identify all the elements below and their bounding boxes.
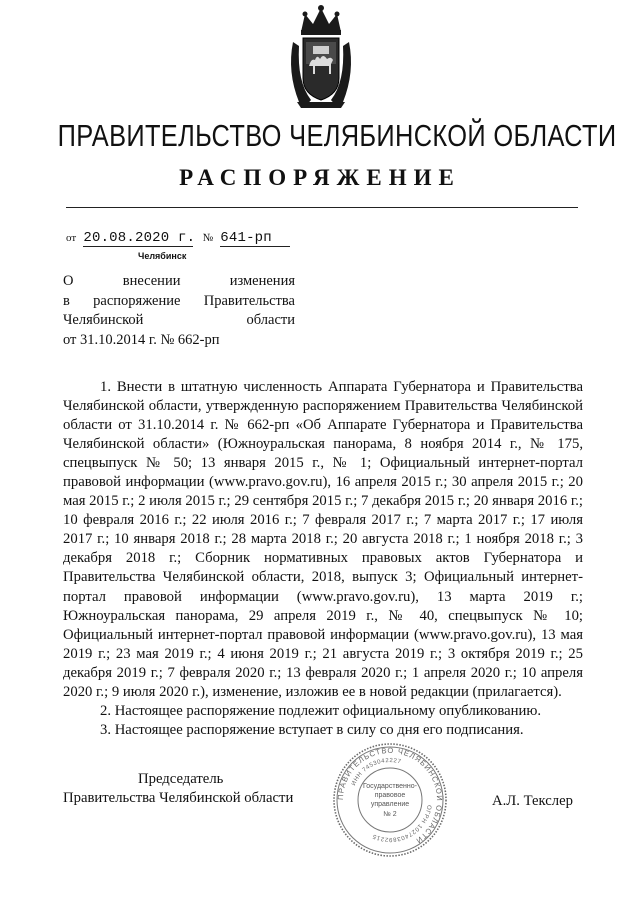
registration-line: [66, 230, 290, 247]
paragraph-1: 1. Внести в штатную численность Аппарата Губернатора и Правительства Челябинской области, утвержденную распоряжением Правительства Челябинской области от 31.10.2014 г. № 662-рп «Об Аппарате Губернатора и Правительства Челябинской области» (Южноуральская панорама, 8 ноября 2014 г., № 175, спецвыпуск № 50; 13 января 2015 г., № 1; Официальный интернет-портал правовой информации (www.pravo.gov.ru), 16 апреля 2015 г.; 30 апреля 2015 г.; 20 мая 2015 г.; 2 июля 2015 г.; 29 сентября 2015 г.; 7 декабря 2015 г.; 20 января 2016 г.; 10 февраля 2016 г.; 22 июля 2016 г.; 7 февраля 2017 г.; 7 марта 2017 г.; 17 июля 2017 г.; 10 января 2018 г.; 28 марта 2018 г.; 20 августа 2018 г.; 1 ноября 2018 г.; 3 декабря 2018 г.; Сборник нормативных правовых актов Губернатора и Правительства Челябинской области, 2018, выпуск 3; Официальный интернет-портал правовой информации (www.pravo.gov.ru), 13 марта 2019 г.; Южноуральская панорама, 29 апреля 2019 г., № 40, спецвыпуск № 10; Официальный интернет-портал правовой информации (www.pravo.gov.ru), 13 мая 2019 г.; 23 мая 2019 г.; 4 июня 2019 г.; 21 августа 2019 г.; 3 октября 2019 г.; 25 декабря 2019 г.; 7 февраля 2020 г.; 13 февраля 2020 г.; 1 апреля 2020 г.; 10 апреля 2020 г.; 9 июля 2020 г.), изменение, изложив ее в новой редакции (прилагается).: [63, 379, 583, 700]
signatory-name: А.Л. Текслер: [492, 793, 573, 809]
signatory-position: [63, 770, 293, 808]
government-title: ПРАВИТЕЛЬСТВО ЧЕЛЯБИНСКОЙ ОБЛАСТИ: [57, 118, 617, 153]
subject-line: от 31.10.2014 г. № 662-рп: [63, 331, 220, 348]
stamp-inn-text: ИНН 7453042227: [350, 757, 402, 787]
title-divider: [66, 207, 578, 208]
stamp-inner-line: № 2: [383, 811, 397, 818]
paragraph-2: 2. Настоящее распоряжение подлежит официальному опубликованию.: [100, 702, 542, 719]
stamp-ring-text: ПРАВИТЕЛЬСТВО ЧЕЛЯБИНСКОЙ ОБЛАСТИ: [335, 745, 445, 846]
document-type: РАСПОРЯЖЕНИЕ: [179, 165, 461, 190]
number-label: №: [202, 232, 214, 244]
date-label: от: [66, 232, 77, 244]
paragraph-3: 3. Настоящее распоряжение вступает в силу со дня его подписания.: [100, 721, 524, 738]
stamp-ogrn-text: ОГРН 1027403892215: [371, 804, 432, 843]
subject-line: О внесении изменения: [63, 273, 295, 289]
stamp-inner-line: Государственно-: [362, 783, 418, 790]
document-date: 20.08.2020 г.: [83, 230, 196, 246]
position-line-2: Правительства Челябинской области: [63, 790, 294, 806]
official-stamp: [330, 742, 450, 858]
city-label: Челябинск: [138, 251, 187, 261]
document-subject: [63, 272, 295, 350]
stamp-inner-line: управление: [370, 801, 410, 808]
document-number: 641-рп: [220, 230, 272, 246]
subject-line: в распоряжение Правительства: [63, 292, 295, 309]
subject-line: Челябинской области: [63, 312, 295, 328]
document-body: [63, 378, 583, 740]
coat-of-arms-emblem: [287, 2, 355, 112]
stamp-inner-line: правовое: [374, 792, 406, 799]
position-line-1: Председатель: [138, 771, 224, 787]
